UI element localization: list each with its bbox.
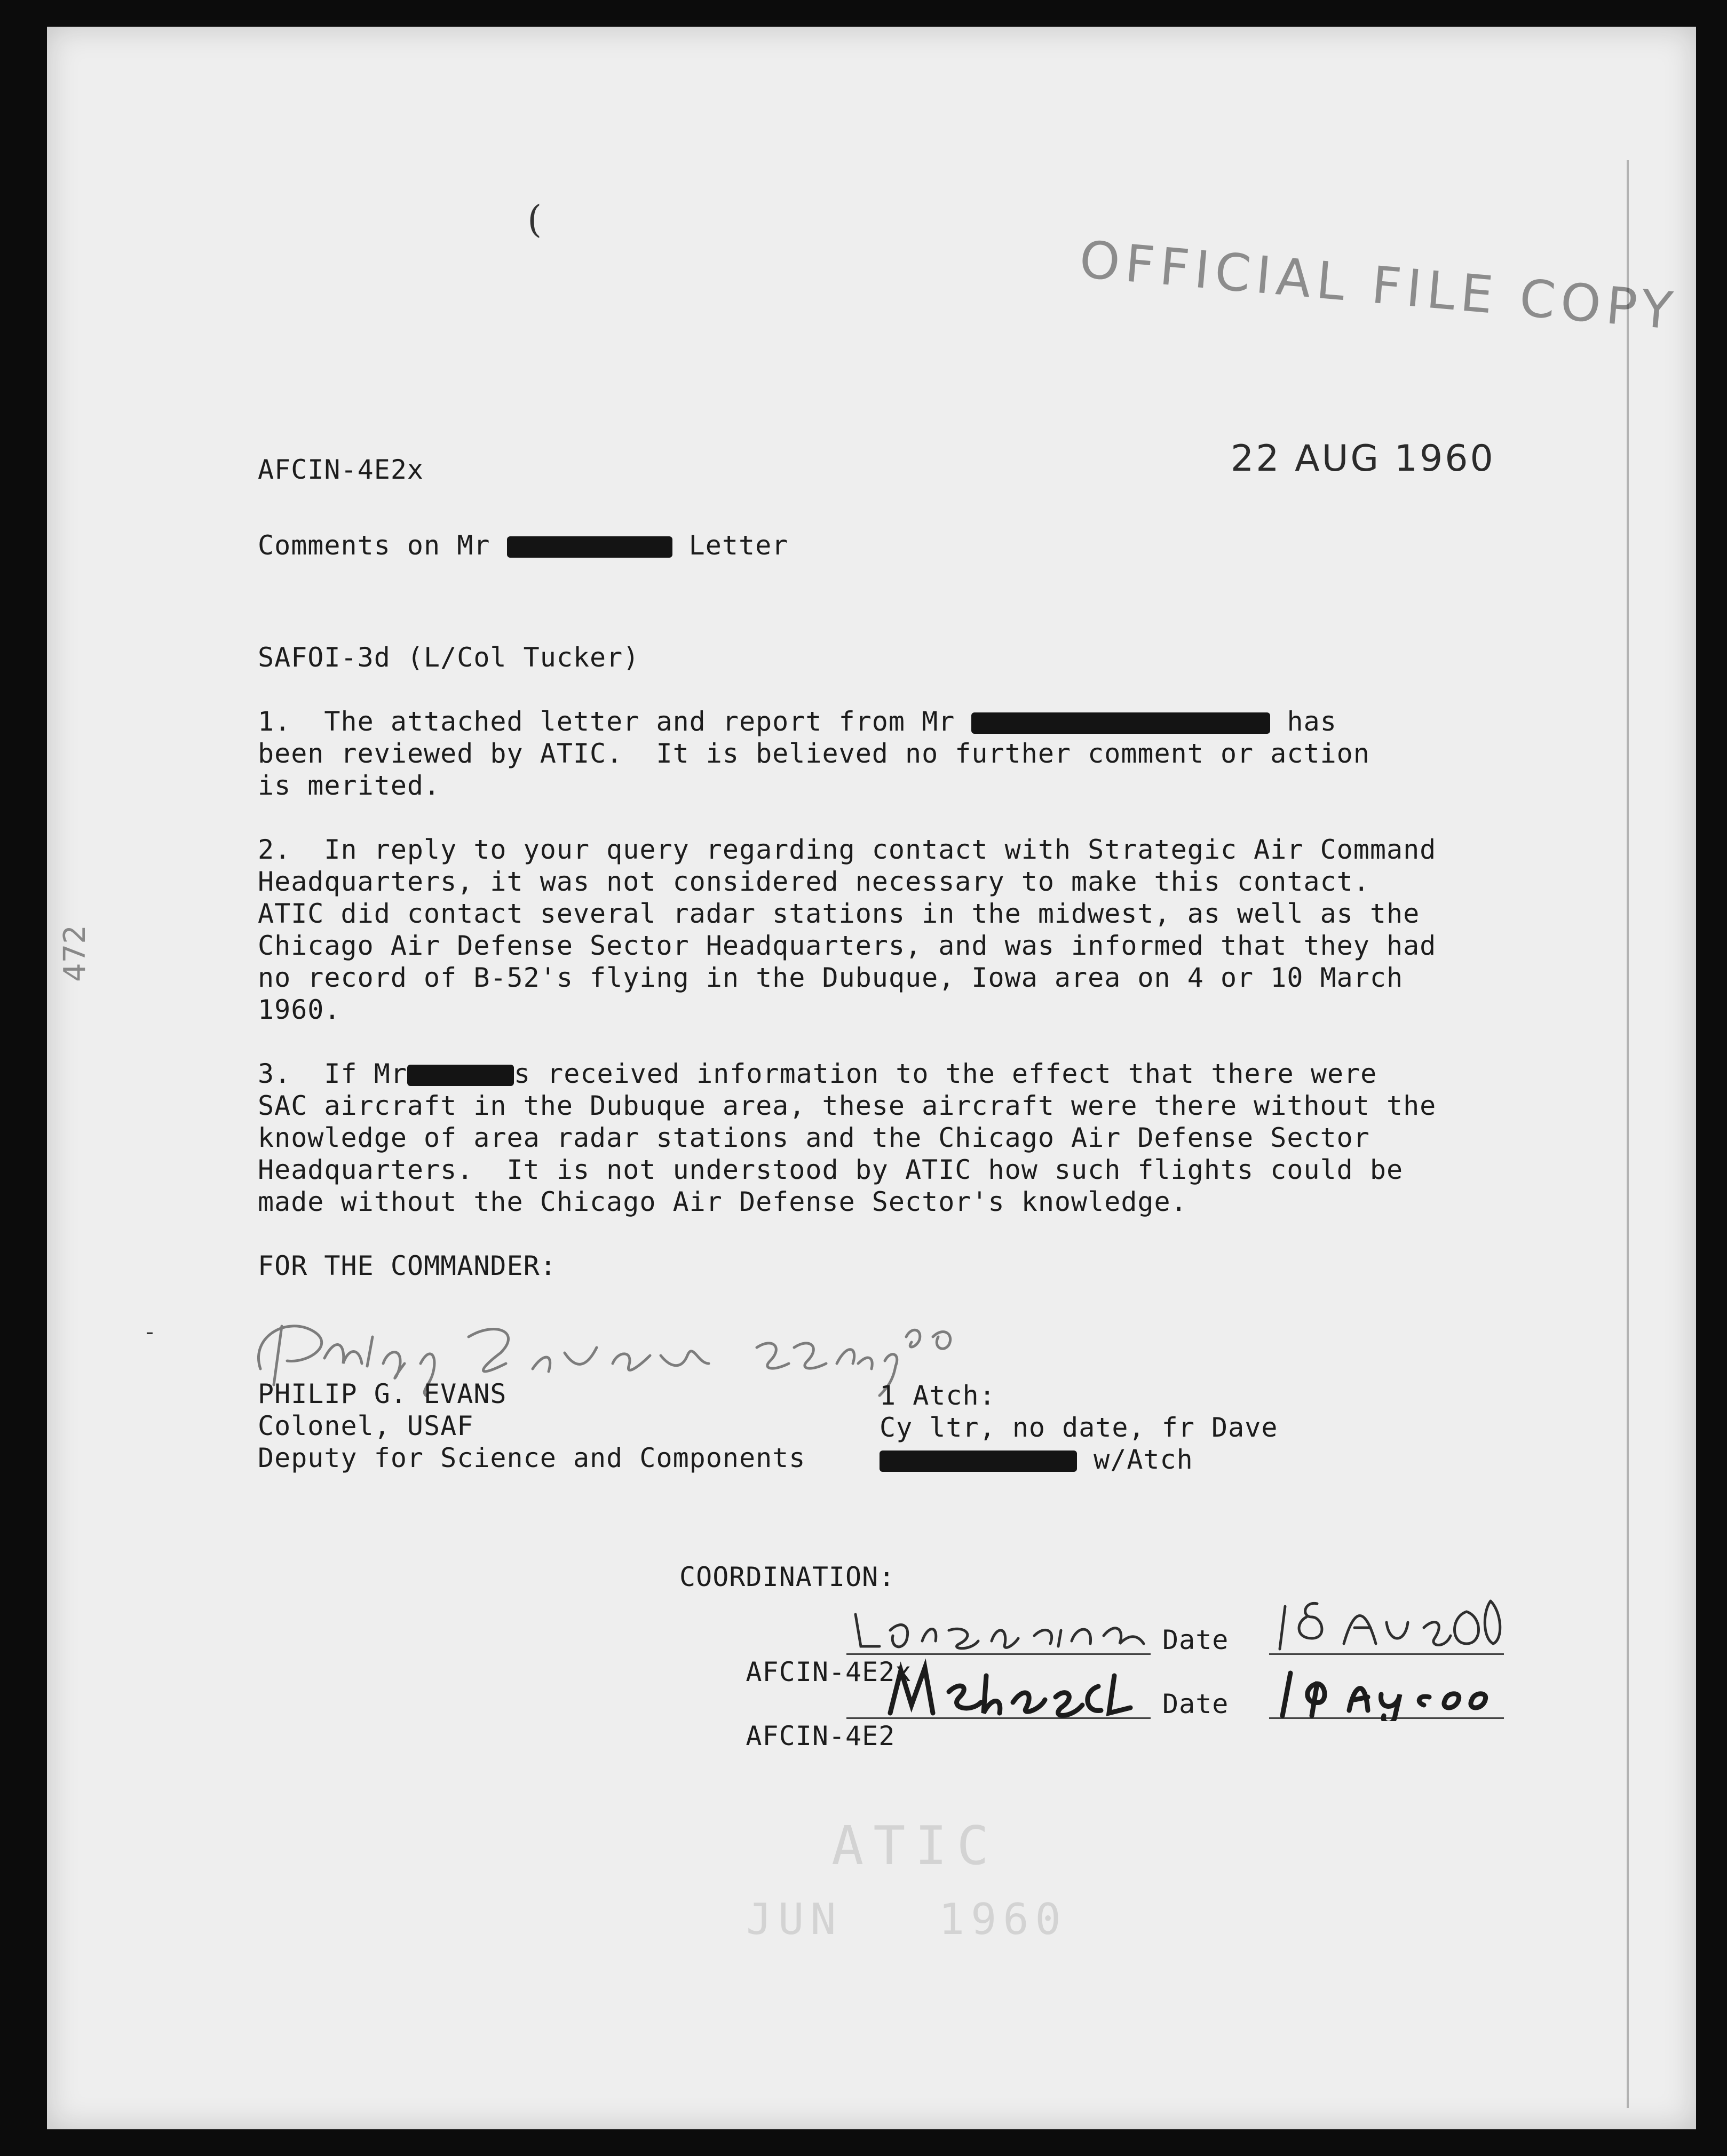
coord-handwritten-signature-2	[880, 1654, 1146, 1721]
office-symbol: AFCIN-4E2x	[258, 454, 424, 485]
coord-office: AFCIN-4E2	[746, 1721, 896, 1751]
margin-dash: -	[146, 1318, 154, 1345]
subject-line: Comments on Mr Letter	[258, 530, 789, 561]
coordination-heading: COORDINATION:	[679, 1561, 896, 1592]
para1-line1: 1. The attached letter and report from Mr has	[258, 706, 1337, 737]
coord-date-label-2: Date	[1162, 1689, 1229, 1719]
para1-line2: been reviewed by ATIC. It is believed no further comment or action	[258, 738, 1370, 769]
addressee: SAFOI-3d (L/Col Tucker)	[258, 642, 640, 673]
bleed-through-stamp: ATIC	[831, 1814, 999, 1877]
para3-line2: SAC aircraft in the Dubuque area, these aircraft were there without the	[258, 1090, 1437, 1121]
redaction-block	[507, 536, 672, 558]
coord-handwritten-date-2	[1274, 1652, 1504, 1721]
signer-title: Deputy for Science and Components	[258, 1442, 806, 1473]
para3-line5: made without the Chicago Air Defense Sector's knowledge.	[258, 1186, 1187, 1217]
signer-rank: Colonel, USAF	[258, 1410, 474, 1441]
coord-handwritten-signature-1	[847, 1593, 1152, 1657]
attachment-line1: Cy ltr, no date, fr Dave	[880, 1412, 1278, 1443]
para2-line4: Chicago Air Defense Sector Headquarters, and was informed that they had	[258, 930, 1437, 961]
paren-mark: (	[527, 197, 542, 241]
date-stamp: 22 AUG 1960	[1231, 438, 1495, 480]
attachment-line2: w/Atch	[880, 1444, 1193, 1476]
para3-line4: Headquarters. It is not understood by ATIC how such flights could be	[258, 1154, 1404, 1185]
para2-line2: Headquarters, it was not considered necessary to make this contact.	[258, 866, 1370, 897]
bleed-through-stamp: JUN 1960	[746, 1895, 1067, 1944]
coordination-row-2	[679, 1688, 895, 1784]
para3-line3: knowledge of area radar stations and the Chicago Air Defense Sector	[258, 1122, 1370, 1153]
para3-line1: 3. If Mr s received information to the effect that there were	[258, 1058, 1377, 1089]
document-page	[47, 27, 1696, 2129]
redaction-block	[880, 1450, 1077, 1472]
coord-office: AFCIN-4E2x	[746, 1656, 912, 1687]
attachment-heading: 1 Atch:	[880, 1380, 996, 1411]
para2-line3: ATIC did contact several radar stations in the midwest, as well as the	[258, 898, 1420, 929]
for-the-commander: FOR THE COMMANDER:	[258, 1250, 557, 1281]
coord-handwritten-date-1	[1274, 1585, 1504, 1654]
para2-line1: 2. In reply to your query regarding contact with Strategic Air Command	[258, 834, 1437, 865]
coord-date-label-1: Date	[1162, 1624, 1229, 1655]
redaction-block	[971, 712, 1270, 734]
para2-line6: 1960.	[258, 994, 341, 1025]
margin-note: 472	[58, 925, 92, 982]
para1-line3: is merited.	[258, 770, 441, 801]
para2-line5: no record of B-52's flying in the Dubuque, Iowa area on 4 or 10 March	[258, 962, 1404, 993]
redaction-block	[407, 1065, 514, 1086]
signer-name: PHILIP G. EVANS	[258, 1378, 507, 1409]
official-file-copy-stamp: OFFICIAL FILE COPY	[1077, 229, 1681, 342]
